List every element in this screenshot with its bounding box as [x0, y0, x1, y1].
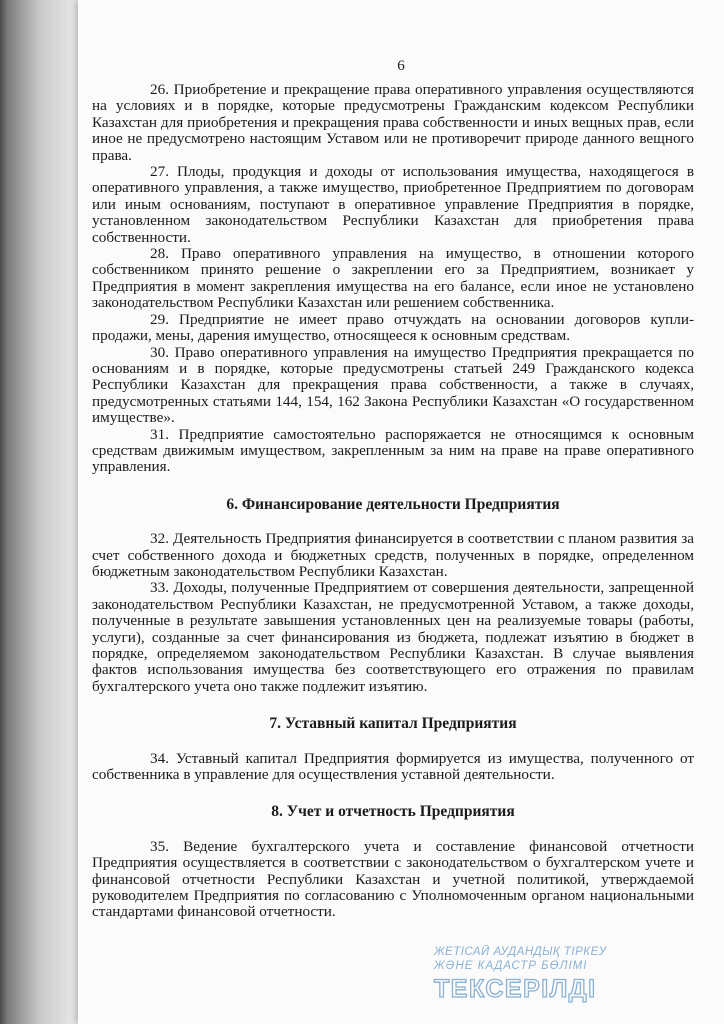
stamp-verified-text: ТЕКСЕРІЛДІ: [434, 975, 597, 1003]
page-number: 6: [397, 58, 405, 74]
section-8-heading: 8. Учет и отчетность Предприятия: [271, 803, 515, 821]
verification-stamp: [434, 946, 638, 1012]
section-6-heading: 6. Финансирование деятельности Предприятия: [226, 495, 560, 513]
paragraph-33: 33. Доходы, полученные Предприятием от совершения деятельности, запрещенной законодательством Республики Казахстан, не предусмотренной Уставом, а также доходы, полученные в результате завышения установленных цен на реализуемые товары (работы, услуги), созданные за счет финансирования из бюджета, подлежат изъятию в бюджет в порядке, определяемом законодательством Республики Казахстан. В случае выявления фактов использования имущества без соответствующего его отражения по правилам бухгалтерского учета оно также подлежит изъятию.: [92, 579, 694, 695]
paragraph-29: 29. Предприятие не имеет право отчуждать на основании договоров купли-продажи, мены, дарения имущество, относящееся к основным средствам.: [92, 310, 694, 345]
paragraph-32: 32. Деятельность Предприятия финансируется в соответствии с планом развития за счет собственного дохода и бюджетных средств, полученных в порядке, определенном бюджетным законодательством Республики Казахстан.: [92, 530, 694, 580]
paragraph-34: 34. Уставный капитал Предприятия формируется из имущества, полученного от собственника в управление для осуществления уставной деятельности.: [92, 749, 694, 784]
document-page: [78, 0, 724, 1024]
stamp-line-2: ЖӘНЕ КАДАСТР БӨЛІМІ: [434, 960, 588, 972]
paragraph-28: 28. Право оперативного управления на имущество, в отношении которого собственником принято решение о закреплении его за Предприятием, возникает у Предприятия в момент закрепления имущества на его балансе, если иное не установлено законодательством Республики Казахстан или решением собственника.: [92, 245, 694, 312]
document-body: [92, 82, 694, 921]
paragraph-26: 26. Приобретение и прекращение права оперативного управления осуществляются на условиях и в порядке, которые предусмотрены Гражданским кодексом Республики Казахстан для приобретения и прекращения права собственности и иных вещных прав, если иное не предусмотрено настоящим Уставом или не противоречит природе данного вещного права.: [92, 81, 694, 164]
scan-shadow-edge: [0, 0, 88, 1024]
section-7-heading: 7. Уставный капитал Предприятия: [269, 715, 517, 733]
paragraph-31: 31. Предприятие самостоятельно распоряжается не относящимся к основным средствам движимым имуществом, закрепленным за ним на праве на праве оперативного управления.: [92, 425, 694, 476]
paragraph-27: 27. Плоды, продукция и доходы от использования имущества, находящегося в оперативного управления, а также имущество, приобретенное Предприятием по договорам или иным основаниям, поступают в оперативное управление Предприятия в порядке, установленном законодательством Республики Казахстан для приобретения права собственности.: [92, 163, 694, 246]
paragraph-30: 30. Право оперативного управления на имущество Предприятия прекращается по основаниям и в порядке, которые предусмотрены статьей 249 Гражданского кодекса Республики Казахстан для прекращения права собственности, а также в случаях, предусмотренных статьями 144, 154, 162 Закона Республики Казахстан «О государственном имуществе».: [92, 343, 694, 427]
stamp-line-1: ЖЕТІСАЙ АУДАНДЫҚ ТІРКЕУ: [434, 946, 607, 958]
paragraph-35: 35. Ведение бухгалтерского учета и составление финансовой отчетности Предприятия осуществляется в соответствии с законодательством о бухгалтерском учете и финансовой отчетности Республики Казахстан и учетной политикой, утверждаемой руководителем Предприятия по согласованию с Уполномоченным органом национальными стандартами финансовой отчетности.: [92, 837, 694, 921]
